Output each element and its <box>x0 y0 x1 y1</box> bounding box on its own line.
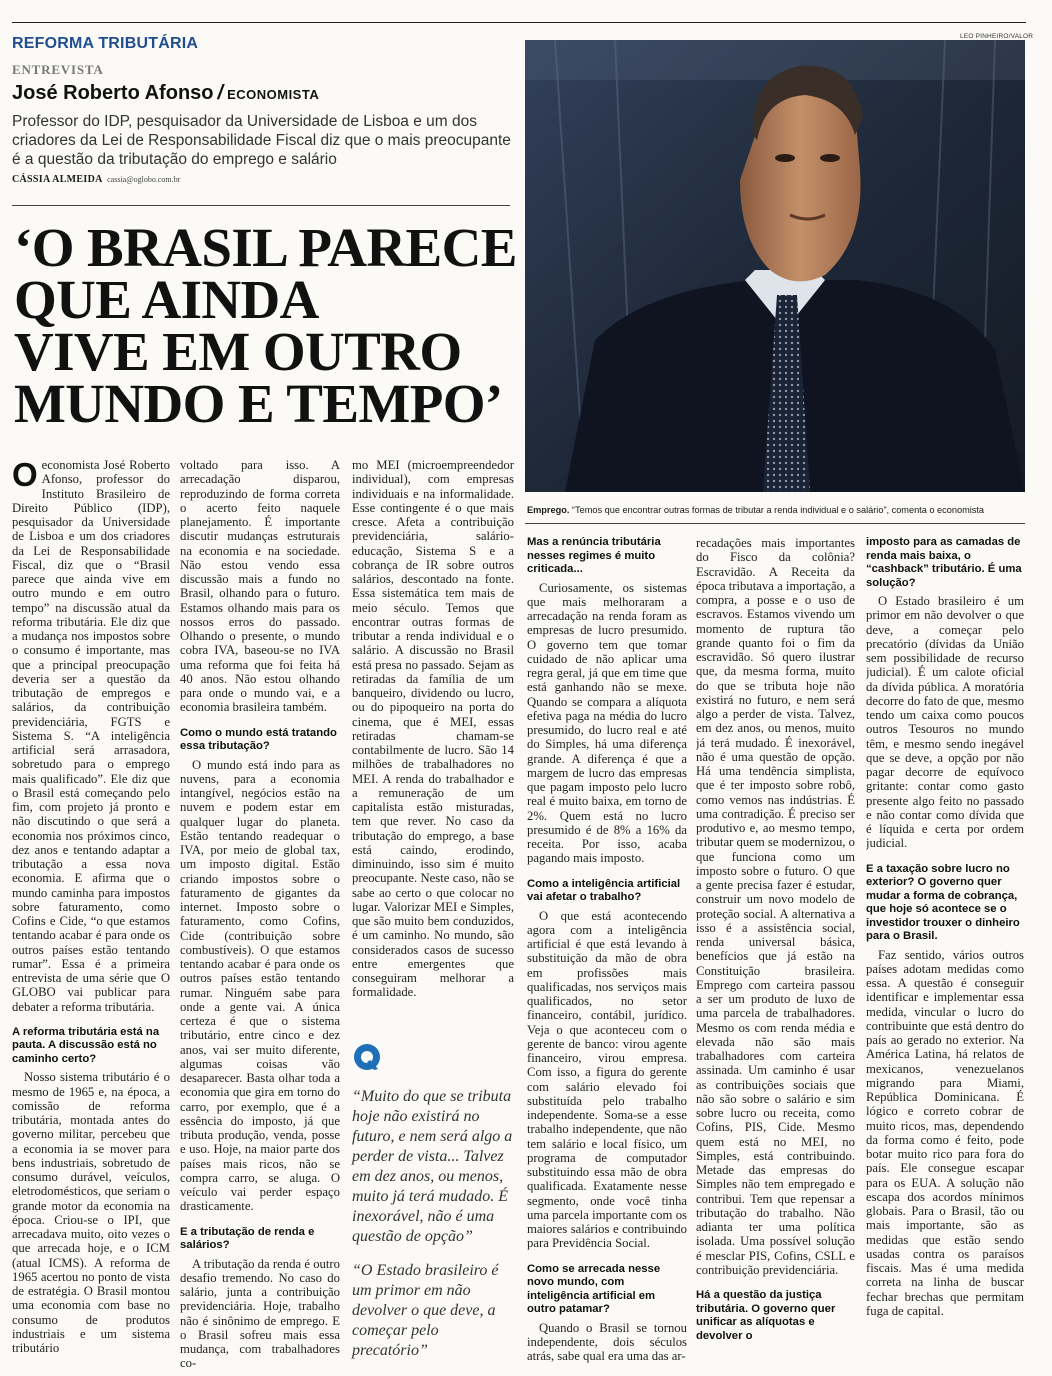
caption-rule <box>525 523 1025 524</box>
top-rule <box>12 22 1026 23</box>
pull-quotes <box>352 1042 516 1361</box>
paragraph <box>12 458 170 1014</box>
byline-email: cassia@oglobo.com.br <box>107 175 181 184</box>
byline <box>12 174 180 185</box>
paragraph: O que está acontecendo agora com a inteligência artificial é que está levando à substituição da mão de obra em profissões mais qualificadas, nos serviços mais qualificados, no setor financeiro, contábil, jurídico. Veja o que aconteceu com o gerente de banco: virou agente financeiro, virou empresa. Com isso, a figura do gerente com salário elevado foi substituída pelo trabalho independente. Soma-se a esse trabalho independente, que não tem salário e local físico, um programa de computador substituindo essa mão de obra qualificada. Exatamente nesse segmento, onde você tinha uma parcela importante com os maiores salários e contribuindo para Previdência Social. <box>527 908 687 1251</box>
paragraph: mo MEI (microempreendedor individual), com empresas individuais e na informalidade. Esse contingente é o que mais cresce. Afeta a contribuição previdenciária, salário-educação, Sistema S e a cobrança de IR sobre outros salários, descontado na fonte. Essa sistemática tem mais de meio século. Temos que encontrar outras formas de tributar a renda individual e o salário. A discussão no Brasil está presa no passado. Sejam as retiradas da família de um banqueiro, dividendo ou lucro, ou do pipoqueiro na porta do cinema, que é MEI, essas retiradas chamam-se contabilmente de lucro. São 14 milhões de trabalhadores no MEI. A renda do trabalhador e a remuneração de um capitalista estão misturadas, tem que rever. No caso da tributação do emprego, a base está caindo, erodindo, diminuindo, isso sim é muito preocupante. Neste caso, não se sabe ao certo o que colocar no lugar. Valorizar MEI e Simples, que são muito bem conduzidos, é um caminho. No mundo, são considerados casos de sucesso entre emergentes que conseguiram melhorar a formalidade. <box>352 458 514 1000</box>
headline-line: QUE AINDA <box>14 269 319 330</box>
headline-line: VIVE EM OUTRO <box>14 321 462 382</box>
paragraph: O Estado brasileiro é um primor em não devolver o que deve, a começar pelo precatório (dívidas da União sem possibilidade de recurso judicial). É um calote oficial da dívida pública. A moratória decorre do fato de que, mesmo tendo um caixa como poucos outros Tesouros no mundo têm, e mesmo sendo inegável que se deve, a opção por não pagar decorre de equívoco gritante: contar como gasto presente algo feito no passado e não contar como dívida que é líquida e certa por ordem judicial. <box>866 594 1024 851</box>
pull-quote: “Muito do que se tributa hoje não existirá no futuro, e nem será algo a perder de vista... Talvez em dez anos, ou menos, muito já terá mudado. É inexorável, não é uma questão de opção” <box>352 1088 513 1245</box>
paragraph: Quando o Brasil se tornou independente, dois séculos atrás, sabe qual era uma das ar- <box>527 1320 687 1363</box>
caption-text: “Temos que encontrar outras formas de tributar a renda individual e o salário”, comenta o economista <box>569 505 985 515</box>
quote-q-icon <box>352 1042 382 1072</box>
question: A reforma tributária está na pauta. A discussão está no caminho certo? <box>12 1025 160 1065</box>
column-4 <box>527 536 687 1370</box>
paragraph: Faz sentido, vários outros países adotam medidas como essa. A questão é conseguir identificar e implementar essa medida, vincular o lucro do contribuinte que está dentro do país ao gerado no exterior. Na América Latina, há relatos de mexicanos, venezuelanos migrando para Miami, República Dominicana. É lógico e correto cobrar de muito ricos, mas, dependendo da forma como é feito, pode botar muito rico para fora do país. Ele consegue escapar para os EUA. A solução não escapa dos acordos mínimos globais. Para o Brasil, tão ou mais importante, são as medidas que estão sendo usadas contra os paraísos fiscais. Mas é uma medida correta na linha de buscar fechar brechas que permitam fuga de capital. <box>866 947 1024 1318</box>
section-label: REFORMA TRIBUTÁRIA <box>12 35 199 52</box>
question: E a taxação sobre lucro no exterior? O governo quer mudar a forma de cobrança, que hoje só acontece se o investidor trouxer o dinheiro para o Brasil. <box>866 862 1020 942</box>
paragraph: A tributação da renda é outro desafio tremendo. No caso do salário, junta a contribuição previdenciária. Hoje, trabalho não é sinônimo de emprego. E o Brasil sofreu mais essa mudança, com trabalhadores co- <box>180 1256 340 1370</box>
column-2 <box>180 458 340 1370</box>
column-5 <box>696 536 855 1370</box>
byline-name: CÁSSIA ALMEIDA <box>12 174 103 185</box>
headline <box>14 217 517 434</box>
paragraph: recadações mais importantes do Fisco da colônia? Escravidão. A Receita da época tributava a importação, a compra, a posse e o uso de escravos. Estamos vivendo um momento de ruptura tão grande quanto foi o fim da escravidão. Só quero ilustrar que, da mesma forma, muito do que se tributa hoje não existirá no futuro, e nem será algo a perder de vista. Talvez, em dez anos, ou menos, muito já terá mudado. É inexorável, não é uma questão de opção. Há uma tendência simplista, que é ter imposto sobre robô, como vemos nas indústrias. É uma contradição. É preciso ser produtivo e, ao mesmo tempo, tributar quem se modernizou, o que funciona como um imposto sobre o futuro. O que a gente precisa fazer é estudar, construir um novo modelo de proteção social. A alternativa a isso é a assistência social, renda universal básica, benefícios que já estão na Constituição brasileira. Emprego com carteira passou a ser um produto de luxo de uma parcela de trabalhadores. Mesmo os com renda média e elevada não são mais trabalhadores com carteira assinada. Um caminho é usar as contribuições sociais que não são sobre o salário e sim sobre lucro ou receita, como Cofins, PIS, Cide. Mesmo quem está no MEI, no Simples, está contribuindo. Metade das empresas do Simples não tem empregado e contribui. Tem que repensar a tributação do trabalho. Não adianta ter uma política isolada. Uma possível solução é mesclar PIS, Cofins, CSLL e contribuição previdenciária. <box>696 536 855 1277</box>
headline-line: ‘O BRASIL PARECE <box>14 217 517 278</box>
headline-line: MUNDO E TEMPO’ <box>14 373 503 434</box>
question: Há a questão da justiça tributária. O governo quer unificar as alíquotas e devolver o <box>696 1289 836 1342</box>
paragraph: Curiosamente, os sistemas que mais melhoraram a arrecadação na renda foram as empresas de lucro presumido. O governo tem que tomar cuidado de não aplicar uma regra geral, já que em time que está ganhando não se mexe. Quando se compara a alíquota efetiva paga na média do lucro presumido, do lucro real e até do Simples, há uma diferença grande. A diferença é que a margem de lucro das empresas que pagam imposto pelo lucro real é muito baixa, em torno de 2%. Quem está no lucro presumido é de 8% a 16% da receita. Por isso, acaba pagando mais imposto. <box>527 580 687 866</box>
column-3 <box>352 458 514 1038</box>
drop-cap: O <box>12 458 38 493</box>
kicker: ENTREVISTA <box>12 62 104 77</box>
interviewee-role: ECONOMISTA <box>227 87 320 102</box>
column-1 <box>12 458 170 1370</box>
caption-label: Emprego. <box>527 505 570 515</box>
slash: / <box>217 82 224 104</box>
interviewee-name: José Roberto Afonso <box>12 82 214 104</box>
header-rule <box>12 205 510 206</box>
question: Como a inteligência artificial vai afetar o trabalho? <box>527 877 681 903</box>
pull-quote: “O Estado brasileiro é um primor em não devolver o que deve, a começar pelo precatório” <box>352 1262 499 1359</box>
question: imposto para as camadas de renda mais baixa, o “cashback” tributário. É uma solução? <box>866 536 1022 589</box>
question: Como o mundo está tratando essa tributação? <box>180 726 337 752</box>
paragraph-text: economista José Roberto Afonso, professor do Instituto Brasileiro de Direito Público (IDP), pesquisador da Universidade de Lisboa e um dos criadores da Lei de Responsabilidade Fiscal, diz que o “Brasil parece que ainda vive em outro mundo e em outro tempo” na discussão atual da reforma tributária. Ele diz que a mudança nos impostos sobre o consumo é importante, mas que a principal preocupação deveria ser a questão da tributação de empregos e salários, da contribuição previdenciária, FGTS e Sistema S. “A inteligência artificial será arrasadora, sobretudo para o emprego mais qualificado”. Ele diz que o Brasil está começando pelo fim, com projeto já pronto e não discutindo o que será a economia nos próximos cinco, dez anos e tentando adaptar a tributação a essa nova economia. E afirma que o mundo caminha para impostos sobre faturamento, como Cofins e Cide, “o que estamos tentando acabar é para onde os outros países estão tentando rumar”. Essa é a primeira entrevista de uma série que O GLOBO vai publicar para debater a reforma tributária. <box>12 458 170 1014</box>
question: Mas a renúncia tributária nesses regimes é muito criticada... <box>527 536 661 575</box>
question: Como se arrecada nesse novo mundo, com inteligência artificial em outro patamar? <box>527 1262 661 1315</box>
portrait-illustration <box>525 40 1025 492</box>
column-6 <box>866 536 1024 1370</box>
dek: Professor do IDP, pesquisador da Universidade de Lisboa e um dos criadores da Lei de Responsabilidade Fiscal diz que o mais preocupante é a questão da tributação do emprego e salário <box>12 113 511 168</box>
photo-credit: LEO PINHEIRO/VALOR <box>960 33 1034 40</box>
paragraph: Nosso sistema tributário é o mesmo de 1965 e, na época, a comissão de reforma tributária, montada antes do governo militar, percebeu que a economia ia se mover para bens industriais, sobretudo de consumo durável, veículos, eletrodomésticos, que seriam o grande motor da economia na época. Criou-se o IPI, que arrecadava muito, oito vezes o que arrecada hoje, e o ICM (atual ICMS). A reforma de 1965 acertou no ponto de vista de estratégia. O Brasil montou uma economia com base no consumo de produtos industriais e um sistema tributário <box>12 1070 170 1355</box>
interviewee-line <box>12 82 319 105</box>
question: E a tributação de renda e salários? <box>180 1225 315 1251</box>
photo-caption <box>527 505 1027 516</box>
portrait-photo <box>525 40 1025 492</box>
paragraph: voltado para isso. A arrecadação disparou, reproduzindo de forma correta o acerto feito naquele planejamento. É importante discutir mudanças estruturais na economia e na sociedade. Não estou vendo essa discussão mais a fundo no Brasil, olhando para o futuro. Estamos olhando mais para os nossos erros do passado. Olhando o presente, o mundo cobra IVA, baseou-se no IVA uma reforma que foi feita há 40 anos. Não estou olhando para onde o mundo vai, e a economia brasileira também. <box>180 458 340 715</box>
paragraph: O mundo está indo para as nuvens, para a economia intangível, negócios estão na nuvem e podem estar em qualquer lugar do planeta. Estão tentando readequar o IVA, por meio de global tax, um imposto digital. Estão criando impostos sobre o faturamento de gigantes da internet. Imposto sobre o faturamento, como Cofins, Cide (contribuição sobre combustíveis). O que estamos tentando acabar é para onde os outros países estão tentando rumar. Ninguém sabe para onde a gente vai. A única certeza é que o sistema tributário, entre cinco e dez anos, vai ser muito diferente, algumas coisas vão desaparecer. Basta olhar toda a economia que gira em torno do carro, por exemplo, que é a essência do imposto, já que tributa produção, venda, posse e uso. Hoje, na maior parte dos países mais ricos, não se compra carro, se aluga. O veículo vai perder espaço drasticamente. <box>180 757 340 1214</box>
